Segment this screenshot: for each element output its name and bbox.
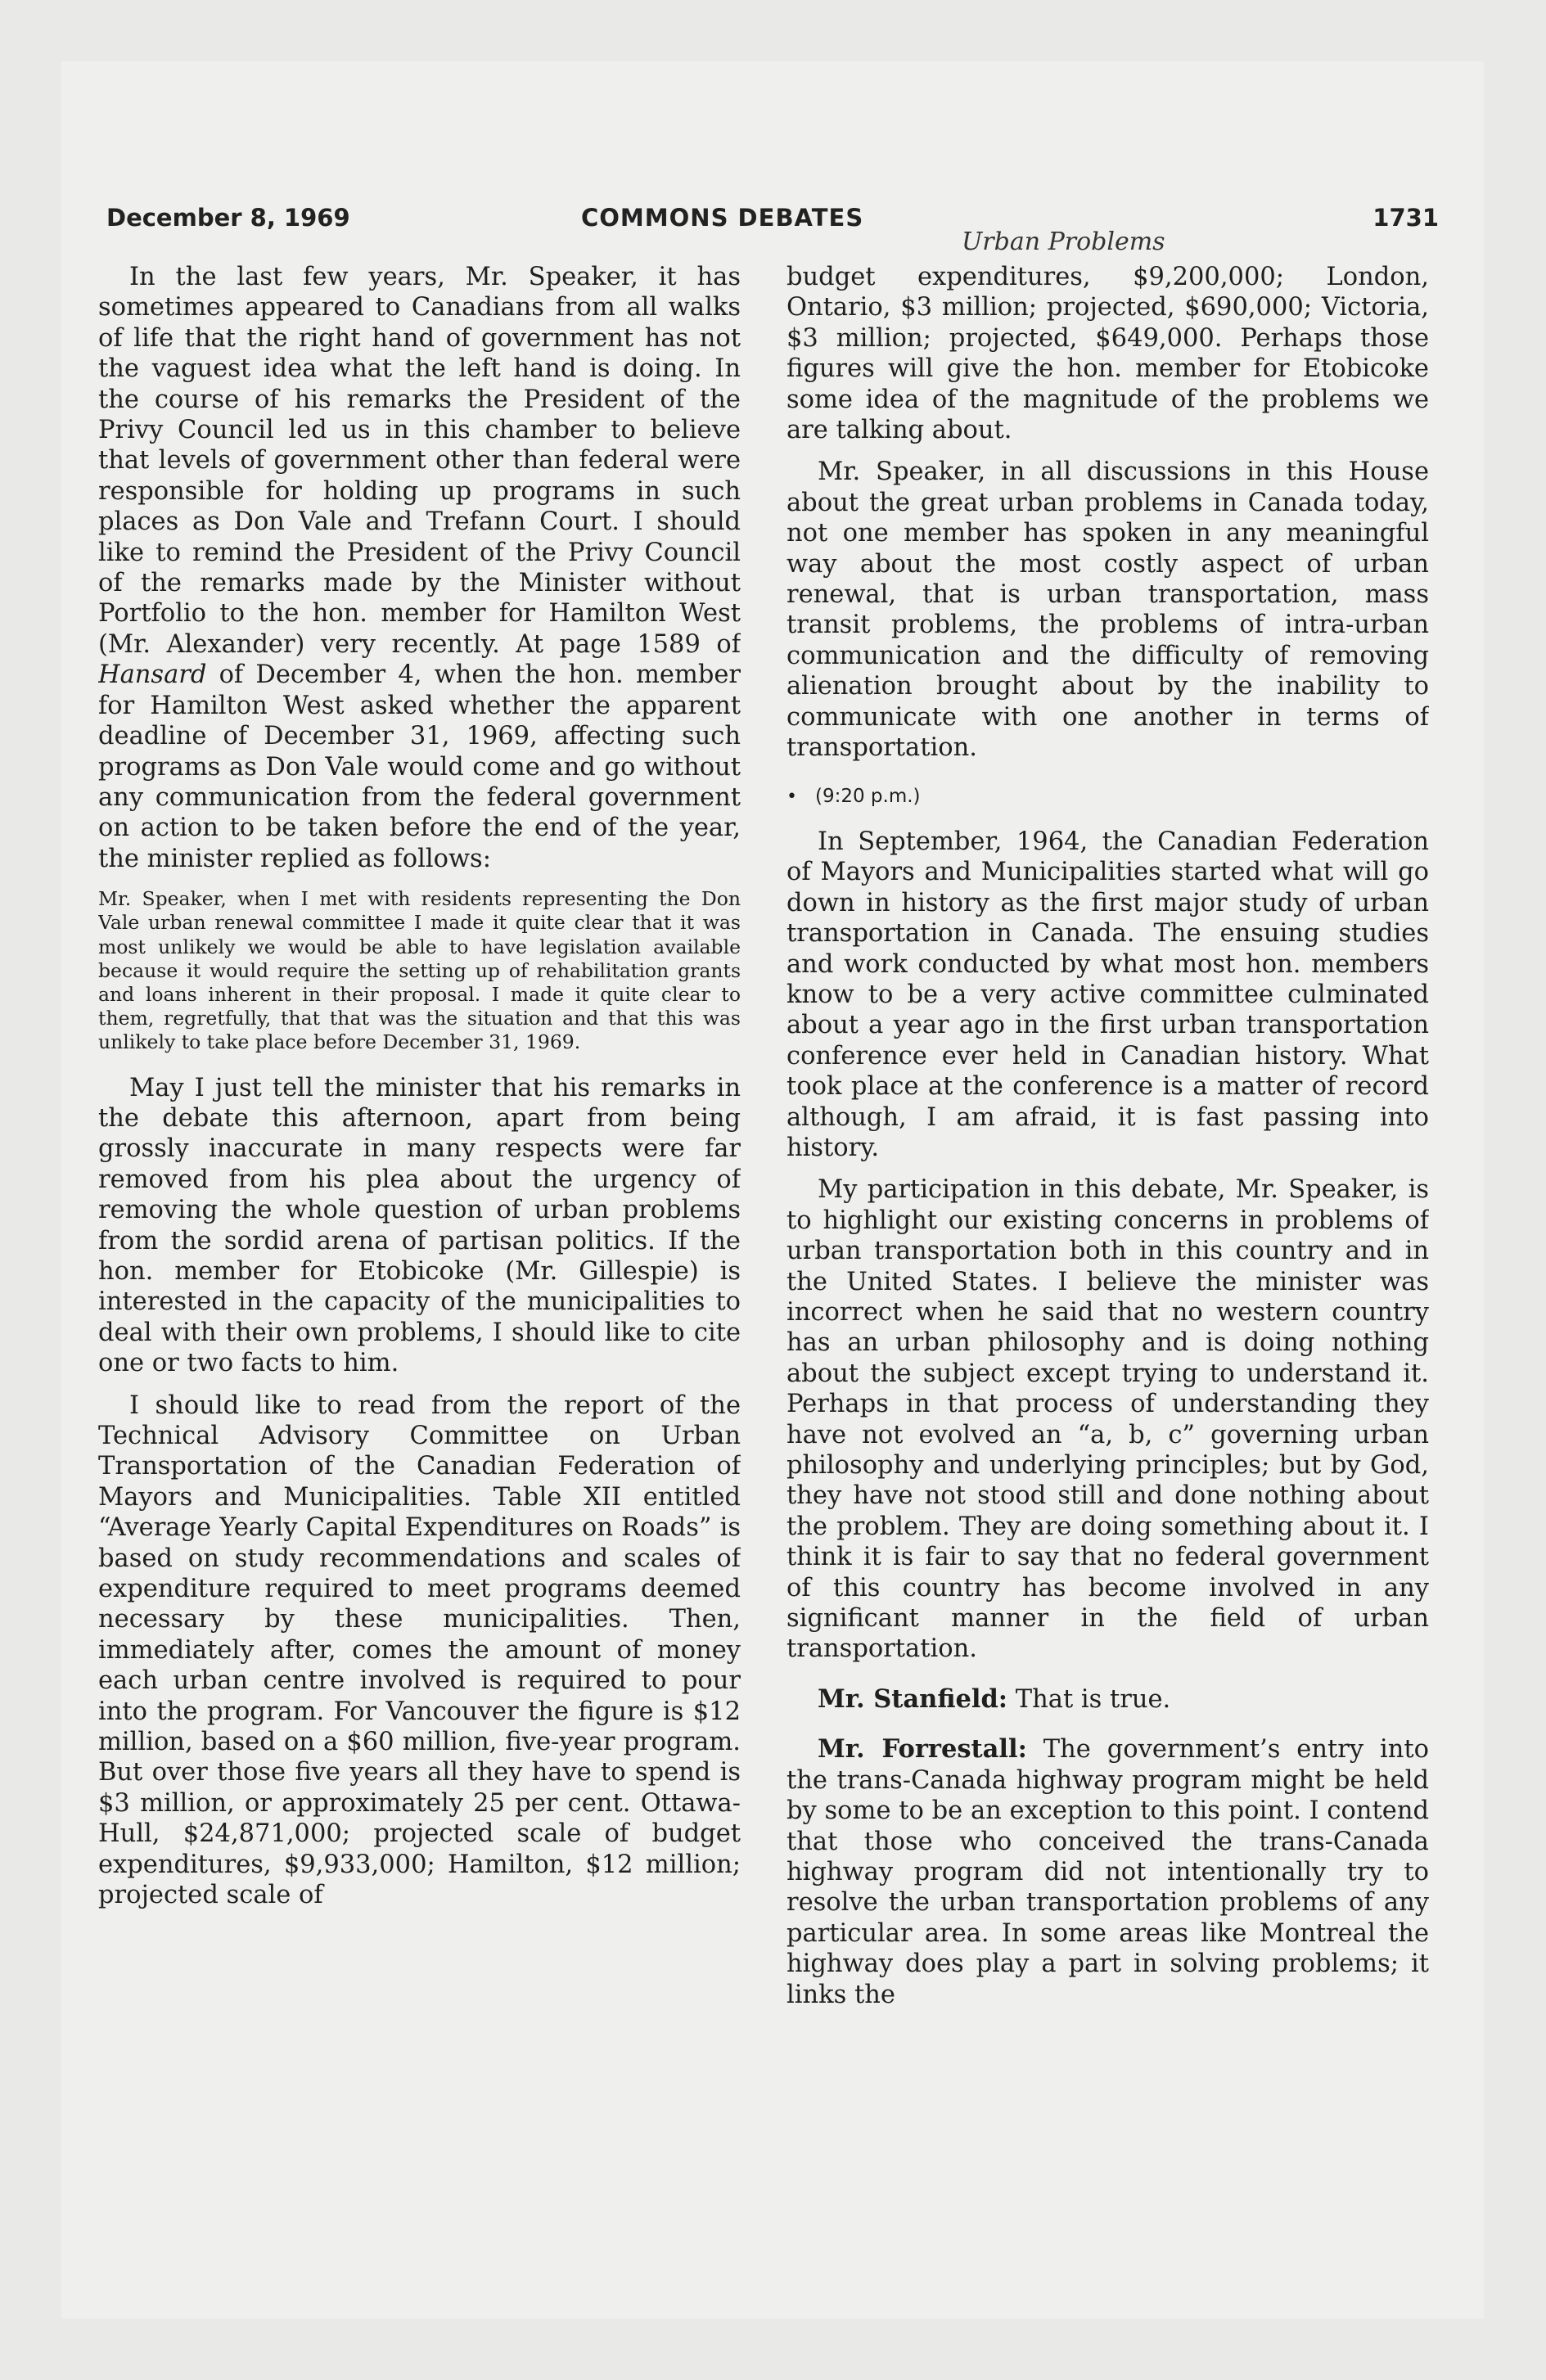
paragraph: Mr. Speaker, in all discussions in this House about the great urban problems in Canada today, not one member has spoken in any meaningful way about the most costly aspect of urban renewal, that is urban transportation, mass transit problems, the problems of intra-urban communication and the difficulty of removing alienation brought about by the inability to communicate with one another in terms of transportation. [787,458,1429,763]
page [61,61,1484,2319]
timestamp-text: (9:20 p.m.) [814,785,921,807]
speech-forrestall [787,1734,1429,2010]
timestamp [787,782,1429,812]
right-column [787,262,1429,2267]
page-number: 1731 [1372,204,1439,232]
paragraph: In September, 1964, the Canadian Federation of Mayors and Municipalities started what will go down in history as the first major study of urban transportation in Canada. The ensuing studies and work conducted by what most hon. members know to be a very active committee culminated about a year ago in the first urban transportation conference ever held in Canadian history. What took place at the conference is a matter of record although, I am afraid, it is fast passing into history. [787,827,1429,1162]
speaker-name: Mr. Stanfield: [818,1684,1008,1714]
paragraph: My participation in this debate, Mr. Speaker, is to highlight our existing concerns in problems of urban transportation both in this country and in the United States. I believe the minister was incorrect when he said that no western country has an urban philosophy and is doing nothing about the subject except trying to understand it. Perhaps in that process of understanding they have not evolved an “a, b, c” governing urban philosophy and underlying principles; but by God, they have not stood still and done nothing about the problem. They are doing something about it. I think it is fair to say that no federal government of this country has become involved in any significant manner in the field of urban transportation. [787,1175,1429,1664]
left-column [98,262,741,2267]
paragraph-text: of December 4, when the hon. member for Hamilton West asked whether the apparent deadline of December 31, 1969, affecting such programs as Don Vale would come and go without any communication from the federal government on action to be taken before the end of the year, the minister replied as follows: [98,660,741,873]
paragraph-text: In the last few years, Mr. Speaker, it has sometimes appeared to Canadians from all walks of life that the right hand of government has not the vaguest idea what the left hand is doing. In the course of his remarks the President of the Privy Council led us in this chamber to believe that levels of government other than federal were responsible for holding up programs in such places as Don Vale and Trefann Court. I should like to remind the President of the Privy Council of the remarks made by the Minister without Portfolio to the hon. member for Hamilton West (Mr. Alexander) very recently. At page 1589 of [98,263,741,659]
hansard-title: Hansard [98,660,207,690]
paragraph [98,262,741,874]
section-subject: Urban Problems [962,228,1165,256]
header-date: December 8, 1969 [106,204,350,232]
bullet-icon: • [787,786,797,807]
speech-text: That is true. [1007,1684,1171,1714]
speaker-name: Mr. Forrestall: [818,1734,1027,1765]
block-quote: Mr. Speaker, when I met with residents representing the Don Vale urban renewal committee I made it quite clear that it was most unlikely we would be able to have legislation available because it would require the setting up of rehabilitation grants and loans inherent in their proposal. I made it quite clear to them, regretfully, that that was the situation and that this was unlikely to take place before December 31, 1969. [98,887,741,1054]
speech-text: The government’s entry into the trans-Canada highway program might be held by some to be an exception to this point. I contend that those who conceived the trans-Canada highway program did not intentionally try to resolve the urban transportation problems of any particular area. In some areas like Montreal the highway does play a part in solving problems; it links the [787,1735,1429,2009]
header-title: COMMONS DEBATES [581,204,864,232]
paragraph: May I just tell the minister that his remarks in the debate this afternoon, apart from being grossly inaccurate in many respects were far removed from his plea about the urgency of removing the whole question of urban problems from the sordid arena of partisan politics. If the hon. member for Etobicoke (Mr. Gillespie) is interested in the capacity of the municipalities to deal with their own problems, I should like to cite one or two facts to him. [98,1073,741,1378]
paragraph: I should like to read from the report of the Technical Advisory Committee on Urban Transportation of the Canadian Federation of Mayors and Municipalities. Table XII entitled “Average Yearly Capital Expenditures on Roads” is based on study recommendations and scales of expenditure required to meet programs deemed necessary by these municipalities. Then, immediately after, comes the amount of money each urban centre involved is required to pour into the program. For Vancouver the figure is $12 million, based on a $60 million, five-year program. But over those five years all they have to spend is $3 million, or approximately 25 per cent. Ottawa-Hull, $24,871,000; projected scale of budget expenditures, $9,933,000; Hamilton, $12 million; projected scale of [98,1391,741,1910]
paragraph: budget expenditures, $9,200,000; London, Ontario, $3 million; projected, $690,000; Victoria, $3 million; projected, $649,000. Perhaps those figures will give the hon. member for Etobicoke some idea of the magnitude of the problems we are talking about. [787,263,1429,445]
running-head [106,192,1439,241]
speech-stanfield [787,1684,1429,1715]
